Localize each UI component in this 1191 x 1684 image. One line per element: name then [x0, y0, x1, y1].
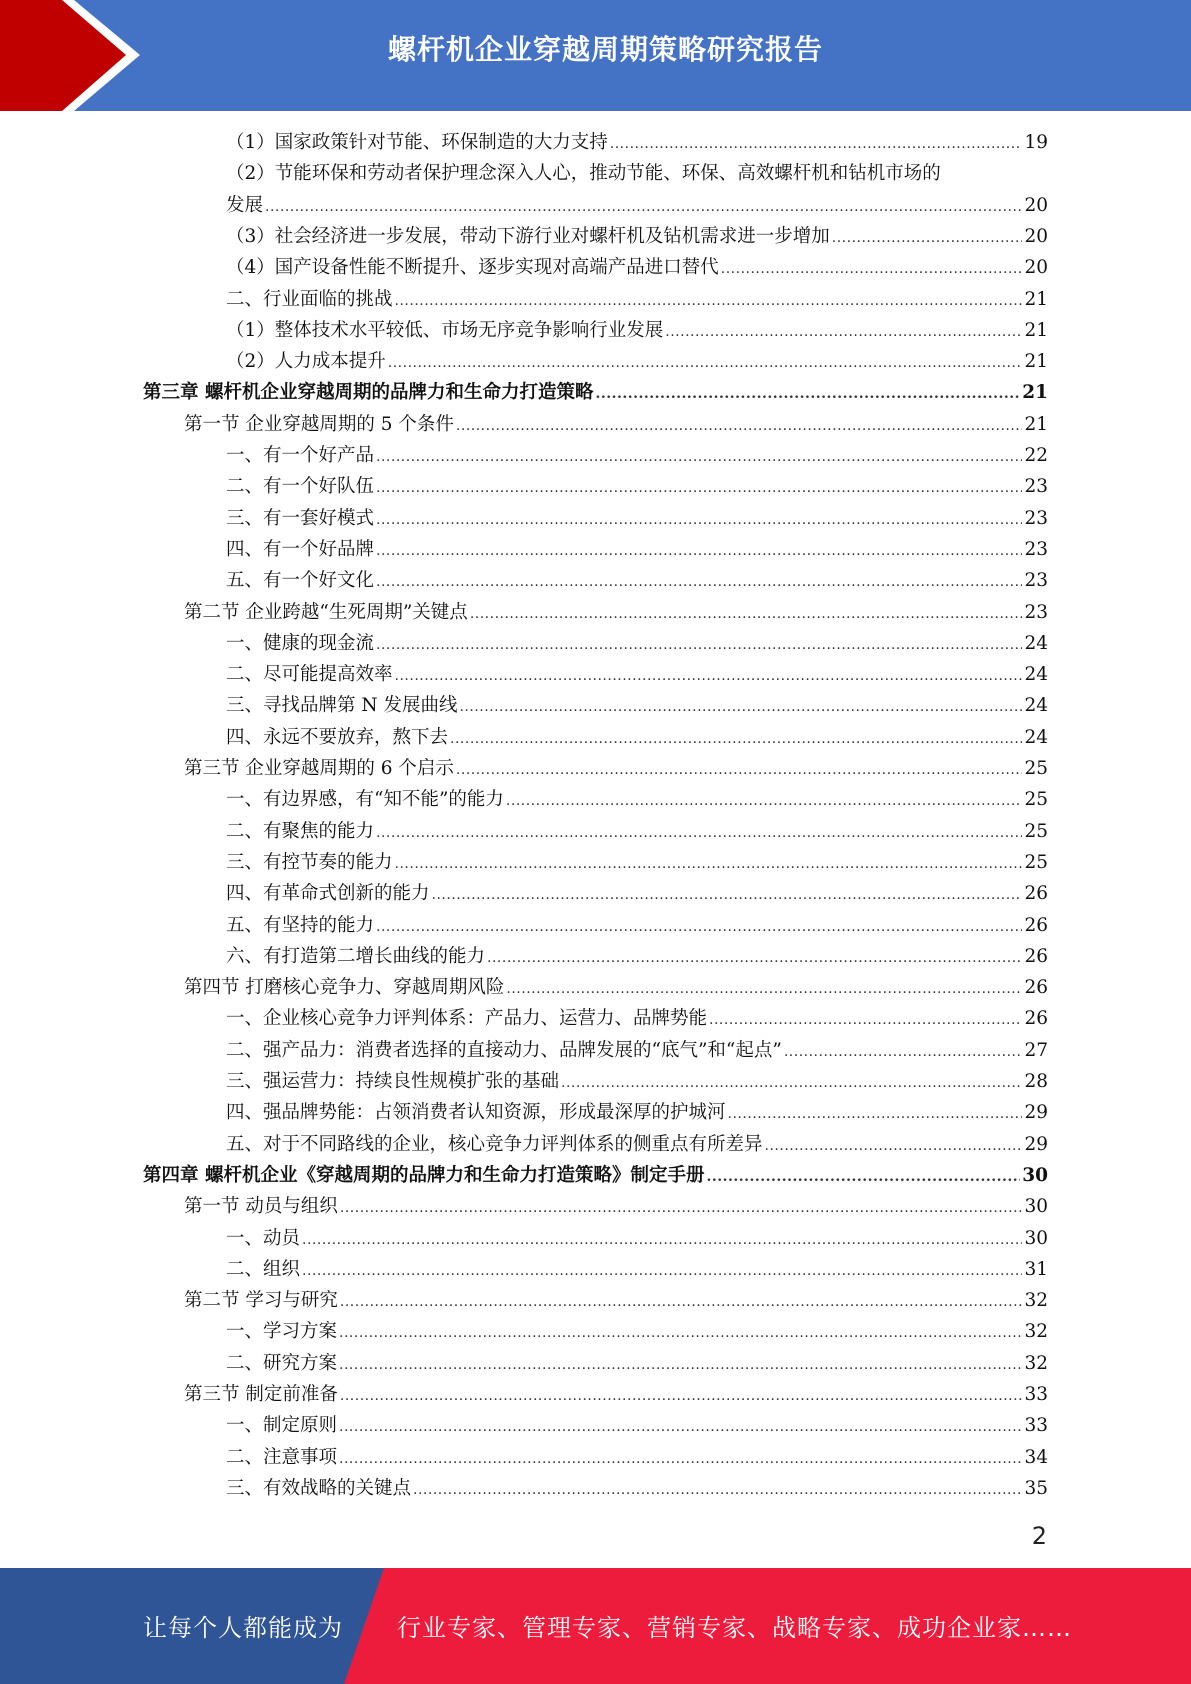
toc-entry[interactable]	[226, 534, 1048, 565]
toc-entry-title: 三、有控节奏的能力	[226, 852, 393, 873]
toc-entry-title: 一、有边界感，有“知不能”的能力	[226, 789, 504, 810]
toc-entry-page: 20	[1024, 195, 1048, 216]
toc-entry-page: 24	[1024, 695, 1048, 716]
toc-leader-dots	[432, 880, 1023, 911]
toc-entry-title: 第四节 打磨核心竞争力、穿越周期风险	[184, 977, 505, 998]
toc-leader-dots	[376, 442, 1022, 473]
toc-entry[interactable]	[226, 346, 1048, 377]
toc-entry[interactable]	[226, 1473, 1048, 1504]
toc-entry-page: 21	[1024, 351, 1048, 372]
toc-entry-title: 一、动员	[226, 1228, 301, 1249]
toc-entry[interactable]	[226, 784, 1048, 815]
toc-entry-page: 32	[1024, 1290, 1048, 1311]
toc-entry-title: 二、组织	[226, 1259, 301, 1280]
toc-entry-title: 第一节 企业穿越周期的 5 个条件	[184, 414, 454, 435]
toc-leader-dots	[395, 661, 1023, 692]
toc-entry-title: 发展	[226, 195, 264, 216]
toc-entry-title: （2）节能环保和劳动者保护理念深入人心，推动节能、环保、高效螺杆机和钻机市场的	[226, 163, 941, 184]
toc-entry[interactable]	[184, 409, 1048, 440]
toc-leader-dots	[376, 473, 1022, 504]
toc-entry-page: 29	[1024, 1134, 1048, 1155]
toc-entry[interactable]	[226, 503, 1048, 534]
toc-entry-title: 第一节 动员与组织	[184, 1196, 338, 1217]
toc-leader-dots	[765, 1131, 1023, 1162]
toc-entry[interactable]	[184, 1191, 1048, 1222]
toc-entry[interactable]	[226, 659, 1048, 690]
toc-entry-page: 35	[1024, 1478, 1048, 1499]
toc-entry[interactable]	[226, 1223, 1048, 1254]
toc-entry-title: 一、健康的现金流	[226, 633, 375, 654]
toc-entry-title: （1）国家政策针对节能、环保制造的大力支持	[226, 132, 608, 153]
toc-entry-title: （4）国产设备性能不断提升、逐步实现对高端产品进口替代	[226, 257, 719, 278]
toc-entry[interactable]	[226, 1316, 1048, 1347]
toc-entry-page: 32	[1024, 1321, 1048, 1342]
toc-entry[interactable]	[226, 284, 1048, 315]
toc-entry-title: 四、强品牌势能：占领消费者认知资源，形成最深厚的护城河	[226, 1102, 726, 1123]
toc-leader-dots	[665, 317, 1022, 348]
toc-leader-dots	[470, 599, 1023, 630]
footer-slogan-left: 让每个人都能成为	[143, 1614, 343, 1642]
toc-entry[interactable]	[226, 816, 1048, 847]
toc-entry-title: 第三节 制定前准备	[184, 1384, 338, 1405]
toc-entry-page: 26	[1024, 946, 1048, 967]
toc-entry[interactable]	[226, 941, 1048, 972]
toc-entry-title: 第四章 螺杆机企业《穿越周期的品牌力和生命力打造策略》制定手册	[143, 1165, 705, 1186]
toc-entry-page: 21	[1024, 320, 1048, 341]
toc-leader-dots	[376, 630, 1022, 661]
header-title: 螺杆机企业穿越周期策略研究报告	[387, 33, 823, 66]
toc-entry-page: 26	[1024, 1008, 1048, 1029]
toc-entry-title: 一、学习方案	[226, 1321, 338, 1342]
toc-entry[interactable]	[226, 722, 1048, 753]
toc-entry-title: （1）整体技术水平较低、市场无序竞争影响行业发展	[226, 320, 664, 341]
toc-entry-title: 二、强产品力：消费者选择的直接动力、品牌发展的“底气”和“起点”	[226, 1040, 782, 1061]
toc-entry-title: 一、企业核心竞争力评判体系：产品力、运营力、品牌势能	[226, 1008, 708, 1029]
toc-entry-title: 三、有效战略的关键点	[226, 1478, 412, 1499]
toc-leader-dots	[413, 1475, 1022, 1506]
toc-leader-dots	[459, 692, 1022, 723]
toc-entry-title: （2）人力成本提升	[226, 351, 386, 372]
page-number: 2	[1031, 1522, 1047, 1550]
toc-entry[interactable]	[184, 972, 1048, 1003]
toc-entry[interactable]	[226, 690, 1048, 721]
toc-entry-title: 二、有一个好队伍	[226, 476, 375, 497]
toc-entry-page: 26	[1024, 915, 1048, 936]
toc-leader-dots	[456, 755, 1023, 786]
footer-slogan-right: 行业专家、管理专家、营销专家、战略专家、成功企业家……	[397, 1614, 1072, 1642]
toc-entry[interactable]	[226, 628, 1048, 659]
toc-entry-title: 第三节 企业穿越周期的 6 个启示	[184, 758, 454, 779]
toc-leader-dots	[376, 505, 1022, 536]
toc-leader-dots	[339, 1412, 1022, 1443]
toc-entry-title: 二、尽可能提高效率	[226, 664, 393, 685]
toc-leader-dots	[395, 286, 1023, 317]
toc-leader-dots	[506, 786, 1023, 817]
toc-leader-dots	[376, 567, 1022, 598]
toc-entry[interactable]	[226, 127, 1048, 158]
toc-entry-page: 33	[1024, 1415, 1048, 1436]
toc-entry[interactable]	[226, 878, 1048, 909]
toc-entry[interactable]	[226, 1348, 1048, 1379]
toc-entry-page: 19	[1024, 132, 1048, 153]
toc-entry[interactable]	[226, 1442, 1048, 1473]
toc-entry-page: 23	[1024, 570, 1048, 591]
toc-entry-page: 26	[1024, 977, 1048, 998]
toc-leader-dots	[832, 223, 1023, 254]
toc-entry-page: 20	[1024, 226, 1048, 247]
toc-entry-page: 20	[1024, 257, 1048, 278]
toc-leader-dots	[265, 192, 1022, 223]
toc-entry-title: 六、有打造第二增长曲线的能力	[226, 946, 486, 967]
toc-entry[interactable]	[226, 847, 1048, 878]
toc-entry-page: 22	[1024, 445, 1048, 466]
toc-leader-dots	[456, 411, 1023, 442]
toc-entry-page: 24	[1024, 664, 1048, 685]
page-footer	[0, 1568, 1191, 1684]
toc-entry-title: 第二节 学习与研究	[184, 1290, 338, 1311]
toc-leader-dots	[339, 1444, 1022, 1475]
toc-entry-title: 一、有一个好产品	[226, 445, 375, 466]
toc-entry-page: 25	[1024, 758, 1048, 779]
toc-entry[interactable]	[226, 1066, 1048, 1097]
toc-entry[interactable]	[184, 597, 1048, 628]
toc-entry-page: 26	[1024, 883, 1048, 904]
toc-leader-dots	[784, 1037, 1023, 1068]
toc-leader-dots	[339, 1318, 1022, 1349]
toc-entry-title: 二、行业面临的挑战	[226, 289, 393, 310]
toc-entry-title: 四、有革命式创新的能力	[226, 883, 430, 904]
toc-entry-page: 24	[1024, 633, 1048, 654]
toc-entry[interactable]	[226, 315, 1048, 346]
toc-entry-title: 四、永远不要放弃，熬下去	[226, 727, 449, 748]
toc-entry[interactable]	[226, 1254, 1048, 1285]
toc-entry-title: 二、有聚焦的能力	[226, 821, 375, 842]
toc-entry[interactable]	[184, 1285, 1048, 1316]
toc-entry-page: 23	[1024, 508, 1048, 529]
toc-entry[interactable]	[226, 910, 1048, 941]
toc-entry-page: 33	[1024, 1384, 1048, 1405]
toc-entry[interactable]	[143, 1160, 1048, 1191]
toc-leader-dots	[339, 1350, 1022, 1381]
toc-entry-title: 一、制定原则	[226, 1415, 338, 1436]
toc-entry-page: 23	[1024, 602, 1048, 623]
toc-entry-title: 五、有一个好文化	[226, 570, 375, 591]
toc-entry-title: 五、对于不同路线的企业，核心竞争力评判体系的侧重点有所差异	[226, 1134, 763, 1155]
toc-entry-page: 34	[1024, 1447, 1048, 1468]
toc-leader-dots	[595, 379, 1020, 410]
toc-leader-dots	[706, 1162, 1020, 1193]
toc-entry-page: 25	[1024, 789, 1048, 810]
toc-leader-dots	[376, 536, 1022, 567]
toc-entry-page: 27	[1024, 1040, 1048, 1061]
toc-entry-title: 三、寻找品牌第 N 发展曲线	[226, 695, 458, 716]
toc-entry[interactable]	[226, 190, 1048, 221]
toc-entry-title: 二、研究方案	[226, 1353, 338, 1374]
toc-entry-page: 21	[1024, 289, 1048, 310]
toc-leader-dots	[487, 943, 1022, 974]
toc-entry-title: 二、注意事项	[226, 1447, 338, 1468]
toc-entry-title: 五、有坚持的能力	[226, 915, 375, 936]
toc-leader-dots	[302, 1225, 1022, 1256]
toc-entry-title: （3）社会经济进一步发展，带动下游行业对螺杆机及钻机需求进一步增加	[226, 226, 830, 247]
toc-leader-dots	[388, 348, 1023, 379]
toc-entry-title: 第三章 螺杆机企业穿越周期的品牌力和生命力打造策略	[143, 382, 594, 403]
toc-leader-dots	[376, 818, 1022, 849]
toc-entry[interactable]	[226, 440, 1048, 471]
toc-entry-page: 29	[1024, 1102, 1048, 1123]
toc-leader-dots	[610, 129, 1023, 160]
toc-entry[interactable]	[226, 1003, 1048, 1034]
toc-entry-page: 23	[1024, 476, 1048, 497]
toc-entry[interactable]	[226, 1410, 1048, 1441]
toc-entry-page: 30	[1024, 1196, 1048, 1217]
toc-entry[interactable]	[226, 221, 1048, 252]
toc-entry-page: 21	[1022, 382, 1048, 403]
toc-leader-dots	[340, 1381, 1023, 1412]
toc-leader-dots	[302, 1256, 1022, 1287]
toc-entry[interactable]	[226, 565, 1048, 596]
toc-entry-page: 30	[1024, 1228, 1048, 1249]
toc-entry[interactable]	[184, 1379, 1048, 1410]
toc-entry-page: 32	[1024, 1353, 1048, 1374]
toc-entry-page: 23	[1024, 539, 1048, 560]
toc-leader-dots	[728, 1099, 1023, 1130]
toc-leader-dots	[340, 1287, 1023, 1318]
toc-entry-page: 31	[1024, 1259, 1048, 1280]
toc-entry[interactable]	[226, 471, 1048, 502]
toc-leader-dots	[376, 912, 1022, 943]
toc-entry[interactable]	[226, 158, 1048, 189]
toc-entry-page: 24	[1024, 727, 1048, 748]
toc-entry[interactable]	[226, 1035, 1048, 1066]
toc-leader-dots	[395, 849, 1023, 880]
toc-entry[interactable]	[184, 753, 1048, 784]
toc-entry-page: 28	[1024, 1071, 1048, 1092]
toc-entry-title: 三、强运营力：持续良性规模扩张的基础	[226, 1071, 560, 1092]
toc-leader-dots	[721, 254, 1023, 285]
toc-entry[interactable]	[143, 377, 1048, 408]
toc-leader-dots	[450, 724, 1022, 755]
toc-leader-dots	[561, 1068, 1022, 1099]
toc-entry-title: 四、有一个好品牌	[226, 539, 375, 560]
toc-entry-page: 21	[1024, 414, 1048, 435]
toc-entry[interactable]	[226, 1129, 1048, 1160]
toc-leader-dots	[340, 1193, 1023, 1224]
toc-entry-page: 25	[1024, 821, 1048, 842]
toc-entry[interactable]	[226, 1097, 1048, 1128]
toc-leader-dots	[506, 974, 1022, 1005]
toc-entry-page: 25	[1024, 852, 1048, 873]
toc-entry-page: 30	[1022, 1165, 1048, 1186]
toc-entry-title: 三、有一套好模式	[226, 508, 375, 529]
toc-leader-dots	[709, 1005, 1022, 1036]
toc-entry[interactable]	[226, 252, 1048, 283]
page-header	[0, 0, 1191, 111]
toc-entry-title: 第二节 企业跨越“生死周期”关键点	[184, 602, 468, 623]
